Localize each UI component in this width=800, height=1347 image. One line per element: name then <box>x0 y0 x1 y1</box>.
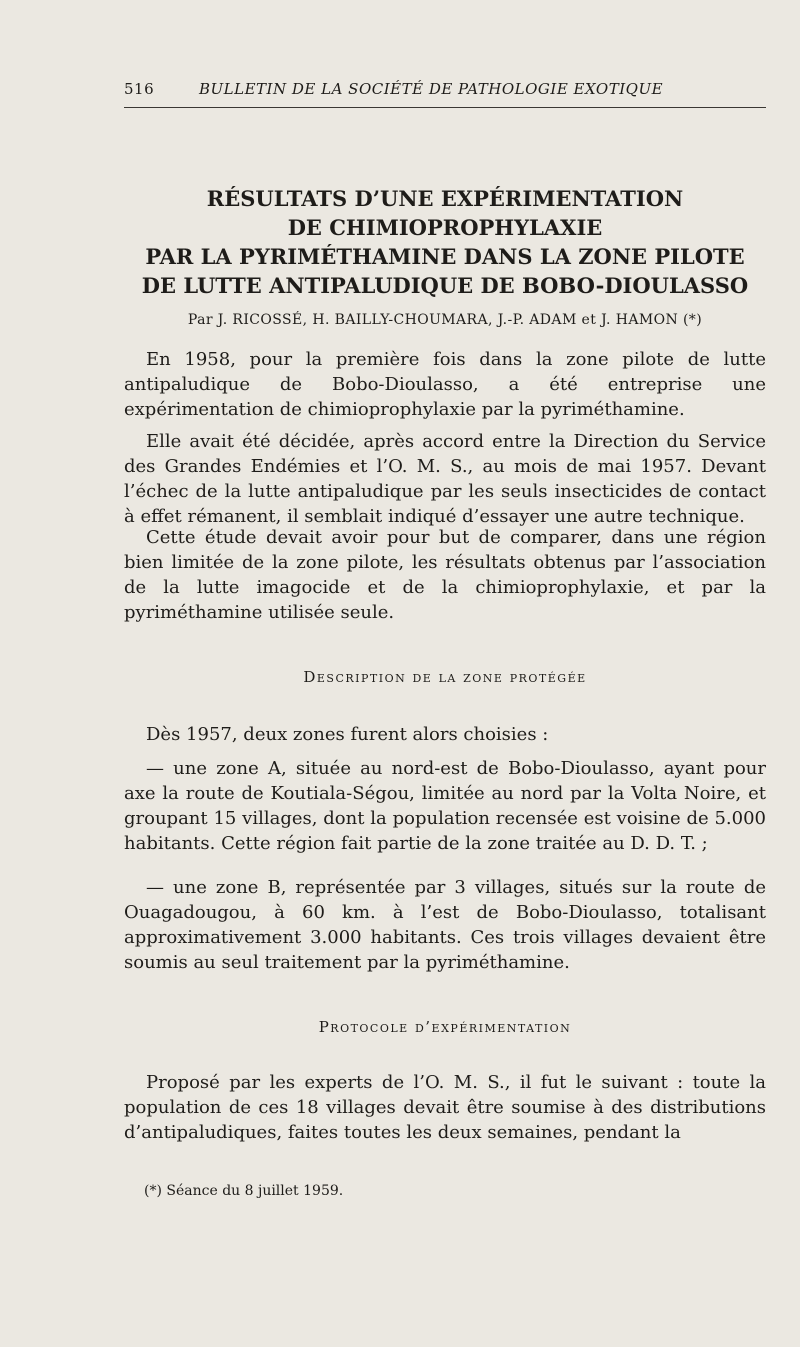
section-paragraph: Dès 1957, deux zones furent alors choisies : <box>146 724 549 745</box>
page-number: 516 <box>124 80 155 98</box>
footnote: (*) Séance du 8 juillet 1959. <box>144 1183 344 1199</box>
intro-paragraph: Elle avait été décidée, après accord entre la Direction du Service des Grandes Endémies et l’O. M. S., au mois de mai 1957. Devant l’échec de la lutte antipaludique par les seuls insecticides de contact à effet rémanent, il semblait indiqué d’essayer une autre technique. <box>124 431 766 527</box>
title-line: DE CHIMIOPROPHYLAXIE <box>287 215 603 240</box>
title-line: PAR LA PYRIMÉTHAMINE DANS LA ZONE PILOTE <box>145 244 745 269</box>
section-heading-protocol: Protocole d’expérimentation <box>318 1018 572 1036</box>
section-heading-description: Description de la zone protégée <box>303 668 587 686</box>
list-item-zone-b: — une zone B, représentée par 3 villages, situés sur la route de Ouagadougou, à 60 km. à l’est de Bobo-Dioulasso, totalisant approximativement 3.000 habitants. Ces trois villages devaient être soumis au seul traitement par la pyriméthamine. <box>124 877 766 973</box>
title-line: DE LUTTE ANTIPALUDIQUE DE BOBO-DIOULASSO <box>141 273 749 298</box>
intro-paragraph: Cette étude devait avoir pour but de comparer, dans une région bien limitée de la zone pilote, les résultats obtenus par l’association de la lutte imagocide et de la chimioprophylaxie, et par la pyriméthamine utilisée seule. <box>124 527 766 623</box>
running-head <box>124 80 766 104</box>
section-paragraph: Proposé par les experts de l’O. M. S., il fut le suivant : toute la population de ces 18 villages devait être soumise à des distributions d’antipaludiques, faites toutes les deux semaines, pendant la <box>124 1072 766 1143</box>
intro-paragraph: En 1958, pour la première fois dans la zone pilote de lutte antipaludique de Bobo-Dioulasso, a été entreprise une expérimentation de chimioprophylaxie par la pyriméthamine. <box>124 349 766 420</box>
list-item-zone-a: — une zone A, située au nord-est de Bobo-Dioulasso, ayant pour axe la route de Koutiala-Ségou, limitée au nord par la Volta Noire, et groupant 15 villages, dont la population recensée est voisine de 5.000 habitants. Cette région fait partie de la zone traitée au D. D. T. ; <box>124 758 766 854</box>
header-rule <box>124 107 766 108</box>
article-title <box>124 184 766 300</box>
title-line: RÉSULTATS D’UNE EXPÉRIMENTATION <box>206 186 684 211</box>
journal-title: BULLETIN DE LA SOCIÉTÉ DE PATHOLOGIE EXOTIQUE <box>199 80 664 98</box>
author-line: Par J. RICOSSÉ, H. BAILLY-CHOUMARA, J.-P. ADAM et J. HAMON (*) <box>187 312 703 328</box>
